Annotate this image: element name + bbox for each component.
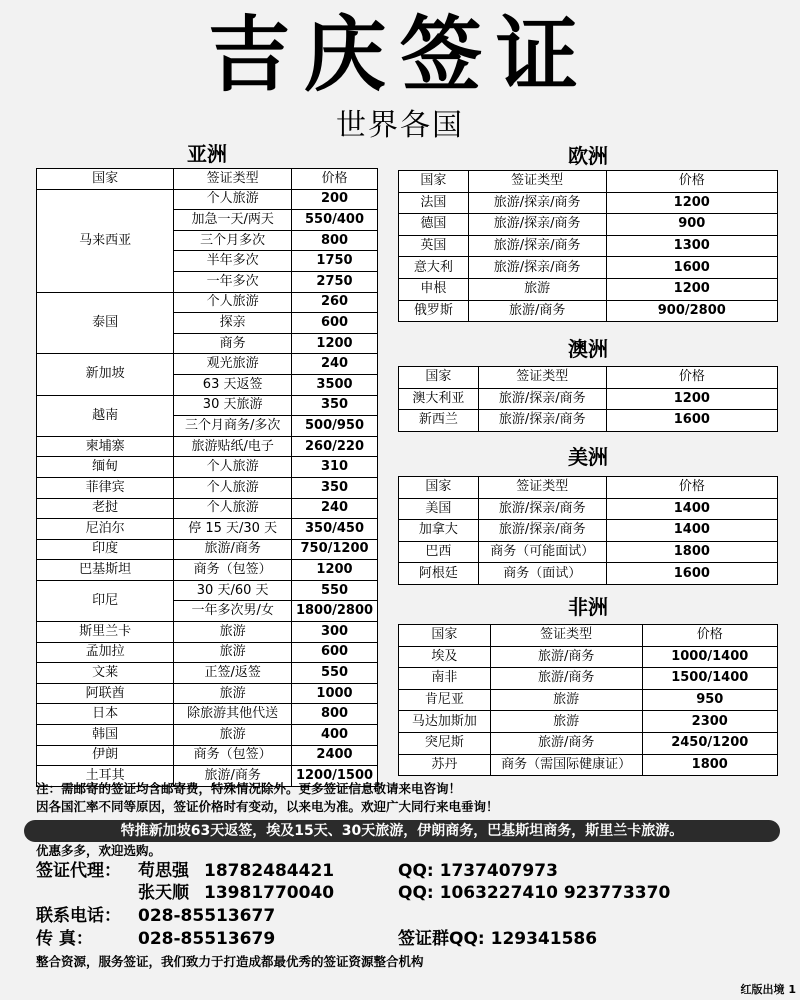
- visa-type-cell: 商务（需国际健康证）: [490, 754, 642, 776]
- country-cell: 巴西: [399, 541, 479, 563]
- visa-type-cell: 旅游: [468, 278, 606, 300]
- table-header-row: [37, 169, 378, 190]
- price-cell: 600: [292, 313, 378, 334]
- price-cell: 500/950: [292, 416, 378, 437]
- table-row: [37, 477, 378, 498]
- column-header-country: 国家: [399, 477, 479, 499]
- price-cell: 310: [292, 457, 378, 478]
- visa-type-cell: 旅游/商务: [468, 300, 606, 322]
- visa-type-cell: 旅游: [174, 683, 292, 704]
- table-row: [399, 754, 778, 776]
- agent1-name: 苟思强: [138, 861, 189, 881]
- price-cell: 1750: [292, 251, 378, 272]
- country-cell: 韩国: [37, 725, 174, 746]
- price-cell: 2450/1200: [642, 732, 777, 754]
- visa-type-cell: 旅游/商务: [174, 766, 292, 787]
- europe-heading: 欧洲: [568, 144, 608, 168]
- visa-type-cell: 一年多次男/女: [174, 601, 292, 622]
- table-row: [37, 539, 378, 560]
- asia-table: [36, 168, 378, 787]
- price-cell: 2400: [292, 745, 378, 766]
- column-header-visa-type: 签证类型: [478, 477, 606, 499]
- fax-number: 028-85513679: [138, 929, 276, 949]
- price-cell: 1200: [606, 278, 777, 300]
- visa-type-cell: 观光旅游: [174, 354, 292, 375]
- visa-type-cell: 旅游: [174, 725, 292, 746]
- country-cell: 日本: [37, 704, 174, 725]
- visa-type-cell: 旅游/商务: [490, 646, 642, 668]
- fax-label: 传 真：: [36, 929, 93, 949]
- price-cell: 1400: [606, 498, 777, 520]
- table-row: [399, 668, 778, 690]
- visa-type-cell: 30 天旅游: [174, 395, 292, 416]
- country-cell: 马来西亚: [37, 189, 174, 292]
- price-cell: 400: [292, 725, 378, 746]
- visa-type-cell: 加急一天/两天: [174, 210, 292, 231]
- oceania-table: [398, 366, 778, 432]
- country-cell: 突尼斯: [399, 732, 491, 754]
- country-cell: 意大利: [399, 257, 469, 279]
- price-cell: 300: [292, 622, 378, 643]
- tel-number[interactable]: 028-85513677: [138, 906, 276, 926]
- country-cell: 老挝: [37, 498, 174, 519]
- table-header-row: [399, 625, 778, 647]
- table-row: [399, 689, 778, 711]
- visa-type-cell: 商务（可能面试）: [478, 541, 606, 563]
- visa-type-cell: 个人旅游: [174, 292, 292, 313]
- visa-type-cell: 三个月多次: [174, 230, 292, 251]
- visa-type-cell: 个人旅游: [174, 457, 292, 478]
- table-row: [37, 642, 378, 663]
- price-cell: 1000: [292, 683, 378, 704]
- table-header-row: [399, 477, 778, 499]
- americas-heading: 美洲: [568, 445, 608, 469]
- promo-banner: 特推新加坡63天返签，埃及15天、30天旅游，伊朗商务，巴基斯坦商务，斯里兰卡旅游。: [24, 820, 780, 842]
- country-cell: 新加坡: [37, 354, 174, 395]
- price-cell: 950: [642, 689, 777, 711]
- visa-type-cell: 旅游/探亲/商务: [478, 520, 606, 542]
- country-cell: 斯里兰卡: [37, 622, 174, 643]
- country-cell: 澳大利亚: [399, 388, 479, 410]
- table-row: [37, 395, 378, 416]
- column-header-visa-type: 签证类型: [174, 169, 292, 190]
- country-cell: 新西兰: [399, 410, 479, 432]
- visa-type-cell: 63 天返签: [174, 374, 292, 395]
- country-cell: 俄罗斯: [399, 300, 469, 322]
- price-cell: 240: [292, 354, 378, 375]
- country-cell: 埃及: [399, 646, 491, 668]
- table-row: [399, 235, 778, 257]
- country-cell: 文莱: [37, 663, 174, 684]
- table-row: [37, 560, 378, 581]
- table-row: [399, 563, 778, 585]
- price-cell: 900: [606, 214, 777, 236]
- table-row: [37, 519, 378, 540]
- price-cell: 550: [292, 580, 378, 601]
- table-row: [399, 300, 778, 322]
- visa-type-cell: 个人旅游: [174, 498, 292, 519]
- country-cell: 阿根廷: [399, 563, 479, 585]
- column-header-price: 价格: [606, 171, 777, 193]
- country-cell: 英国: [399, 235, 469, 257]
- visa-type-cell: 商务（面试）: [478, 563, 606, 585]
- visa-type-cell: 旅游/探亲/商务: [478, 388, 606, 410]
- column-header-country: 国家: [399, 171, 469, 193]
- price-cell: 3500: [292, 374, 378, 395]
- table-row: [399, 192, 778, 214]
- price-cell: 2300: [642, 711, 777, 733]
- note-line-3: 优惠多多，欢迎选购。: [36, 843, 162, 858]
- table-row: [37, 189, 378, 210]
- column-header-country: 国家: [399, 625, 491, 647]
- price-cell: 240: [292, 498, 378, 519]
- agent1-phone[interactable]: 18782484421: [204, 861, 335, 881]
- column-header-price: 价格: [292, 169, 378, 190]
- table-row: [399, 278, 778, 300]
- country-cell: 印尼: [37, 580, 174, 621]
- price-cell: 200: [292, 189, 378, 210]
- table-header-row: [399, 171, 778, 193]
- footer-slogan: 整合资源，服务签证，我们致力于打造成都最优秀的签证资源整合机构: [36, 954, 424, 969]
- table-row: [399, 388, 778, 410]
- country-cell: 南非: [399, 668, 491, 690]
- table-row: [399, 257, 778, 279]
- country-cell: 阿联酋: [37, 683, 174, 704]
- table-row: [399, 711, 778, 733]
- visa-type-cell: 旅游: [174, 622, 292, 643]
- visa-type-cell: 商务（包签）: [174, 745, 292, 766]
- price-cell: 1600: [606, 410, 777, 432]
- visa-type-cell: 个人旅游: [174, 477, 292, 498]
- price-cell: 1300: [606, 235, 777, 257]
- table-row: [37, 663, 378, 684]
- agent2-phone[interactable]: 13981770040: [204, 883, 335, 903]
- visa-type-cell: 商务: [174, 333, 292, 354]
- visa-type-cell: 正签/返签: [174, 663, 292, 684]
- visa-type-cell: 30 天/60 天: [174, 580, 292, 601]
- table-row: [37, 457, 378, 478]
- price-cell: 350: [292, 477, 378, 498]
- table-row: [399, 410, 778, 432]
- country-cell: 德国: [399, 214, 469, 236]
- visa-type-cell: 旅游: [490, 711, 642, 733]
- tel-label: 联系电话：: [36, 906, 121, 926]
- visa-type-cell: 旅游/探亲/商务: [478, 410, 606, 432]
- country-cell: 土耳其: [37, 766, 174, 787]
- price-cell: 1200: [292, 333, 378, 354]
- table-row: [37, 683, 378, 704]
- country-cell: 申根: [399, 278, 469, 300]
- corner-label: 红版出境 1: [740, 983, 796, 996]
- africa-heading: 非洲: [568, 595, 608, 619]
- europe-table: [398, 170, 778, 322]
- price-cell: 1500/1400: [642, 668, 777, 690]
- africa-table: [398, 624, 778, 776]
- price-cell: 260: [292, 292, 378, 313]
- price-cell: 260/220: [292, 436, 378, 457]
- agent1-qq[interactable]: QQ: 1737407973: [398, 861, 558, 881]
- asia-heading: 亚洲: [187, 142, 227, 166]
- column-header-country: 国家: [399, 367, 479, 389]
- visa-type-cell: 旅游/探亲/商务: [468, 192, 606, 214]
- table-row: [37, 704, 378, 725]
- oceania-heading: 澳洲: [568, 337, 608, 361]
- column-header-visa-type: 签证类型: [490, 625, 642, 647]
- visa-type-cell: 三个月商务/多次: [174, 416, 292, 437]
- column-header-price: 价格: [606, 477, 777, 499]
- page-title: 吉庆签证: [207, 8, 592, 103]
- price-cell: 1800/2800: [292, 601, 378, 622]
- price-cell: 1200/1500: [292, 766, 378, 787]
- price-cell: 1200: [606, 192, 777, 214]
- country-cell: 马达加斯加: [399, 711, 491, 733]
- visa-type-cell: 旅游: [174, 642, 292, 663]
- table-row: [399, 520, 778, 542]
- price-cell: 800: [292, 704, 378, 725]
- price-cell: 900/2800: [606, 300, 777, 322]
- visa-type-cell: 旅游/商务: [174, 539, 292, 560]
- page-subtitle: 世界各国: [336, 108, 464, 143]
- table-row: [37, 292, 378, 313]
- price-cell: 750/1200: [292, 539, 378, 560]
- visa-type-cell: 旅游/探亲/商务: [478, 498, 606, 520]
- agent-label: 签证代理：: [36, 861, 121, 881]
- country-cell: 缅甸: [37, 457, 174, 478]
- visa-type-cell: 个人旅游: [174, 189, 292, 210]
- country-cell: 越南: [37, 395, 174, 436]
- country-cell: 尼泊尔: [37, 519, 174, 540]
- agent2-name: 张天顺: [138, 883, 189, 903]
- visa-type-cell: 一年多次: [174, 271, 292, 292]
- visa-type-cell: 旅游/商务: [490, 668, 642, 690]
- table-row: [399, 646, 778, 668]
- column-header-price: 价格: [606, 367, 777, 389]
- notes: [36, 780, 776, 816]
- table-row: [37, 354, 378, 375]
- column-header-price: 价格: [642, 625, 777, 647]
- visa-type-cell: 旅游/商务: [490, 732, 642, 754]
- country-cell: 印度: [37, 539, 174, 560]
- visa-type-cell: 旅游贴纸/电子: [174, 436, 292, 457]
- visa-type-cell: 探亲: [174, 313, 292, 334]
- table-row: [399, 214, 778, 236]
- price-cell: 1200: [292, 560, 378, 581]
- table-row: [37, 580, 378, 601]
- table-row: [37, 725, 378, 746]
- country-cell: 孟加拉: [37, 642, 174, 663]
- americas-table: [398, 476, 778, 585]
- country-cell: 美国: [399, 498, 479, 520]
- visa-type-cell: 旅游: [490, 689, 642, 711]
- column-header-visa-type: 签证类型: [478, 367, 606, 389]
- country-cell: 柬埔寨: [37, 436, 174, 457]
- visa-type-cell: 旅游/探亲/商务: [468, 257, 606, 279]
- table-header-row: [399, 367, 778, 389]
- price-cell: 1400: [606, 520, 777, 542]
- visa-type-cell: 旅游/探亲/商务: [468, 214, 606, 236]
- price-cell: 550: [292, 663, 378, 684]
- price-cell: 550/400: [292, 210, 378, 231]
- table-row: [37, 622, 378, 643]
- table-row: [37, 498, 378, 519]
- agent2-qq[interactable]: QQ: 1063227410 923773370: [398, 883, 671, 903]
- price-cell: 600: [292, 642, 378, 663]
- visa-type-cell: 旅游/探亲/商务: [468, 235, 606, 257]
- price-cell: 350/450: [292, 519, 378, 540]
- visa-type-cell: 半年多次: [174, 251, 292, 272]
- column-header-visa-type: 签证类型: [468, 171, 606, 193]
- country-cell: 加拿大: [399, 520, 479, 542]
- column-header-country: 国家: [37, 169, 174, 190]
- country-cell: 苏丹: [399, 754, 491, 776]
- price-cell: 1800: [642, 754, 777, 776]
- visa-type-cell: 除旅游其他代送: [174, 704, 292, 725]
- note-line-1: 注：需邮寄的签证均含邮寄费，特殊情况除外。更多签证信息敬请来电咨询！: [36, 781, 462, 796]
- country-cell: 肯尼亚: [399, 689, 491, 711]
- visa-type-cell: 商务（包签）: [174, 560, 292, 581]
- price-cell: 350: [292, 395, 378, 416]
- table-row: [37, 436, 378, 457]
- table-row: [399, 732, 778, 754]
- table-row: [37, 745, 378, 766]
- country-cell: 法国: [399, 192, 469, 214]
- country-cell: 泰国: [37, 292, 174, 354]
- price-cell: 1200: [606, 388, 777, 410]
- price-cell: 800: [292, 230, 378, 251]
- visa-type-cell: 停 15 天/30 天: [174, 519, 292, 540]
- country-cell: 菲律宾: [37, 477, 174, 498]
- table-row: [399, 541, 778, 563]
- price-cell: 1000/1400: [642, 646, 777, 668]
- group-qq[interactable]: 签证群QQ: 129341586: [398, 929, 598, 949]
- price-cell: 1600: [606, 257, 777, 279]
- price-cell: 1600: [606, 563, 777, 585]
- note-line-2: 因各国汇率不同等原因，签证价格时有变动，以来电为准。欢迎广大同行来电垂询！: [36, 799, 499, 814]
- country-cell: 伊朗: [37, 745, 174, 766]
- price-cell: 2750: [292, 271, 378, 292]
- country-cell: 巴基斯坦: [37, 560, 174, 581]
- table-row: [399, 498, 778, 520]
- price-cell: 1800: [606, 541, 777, 563]
